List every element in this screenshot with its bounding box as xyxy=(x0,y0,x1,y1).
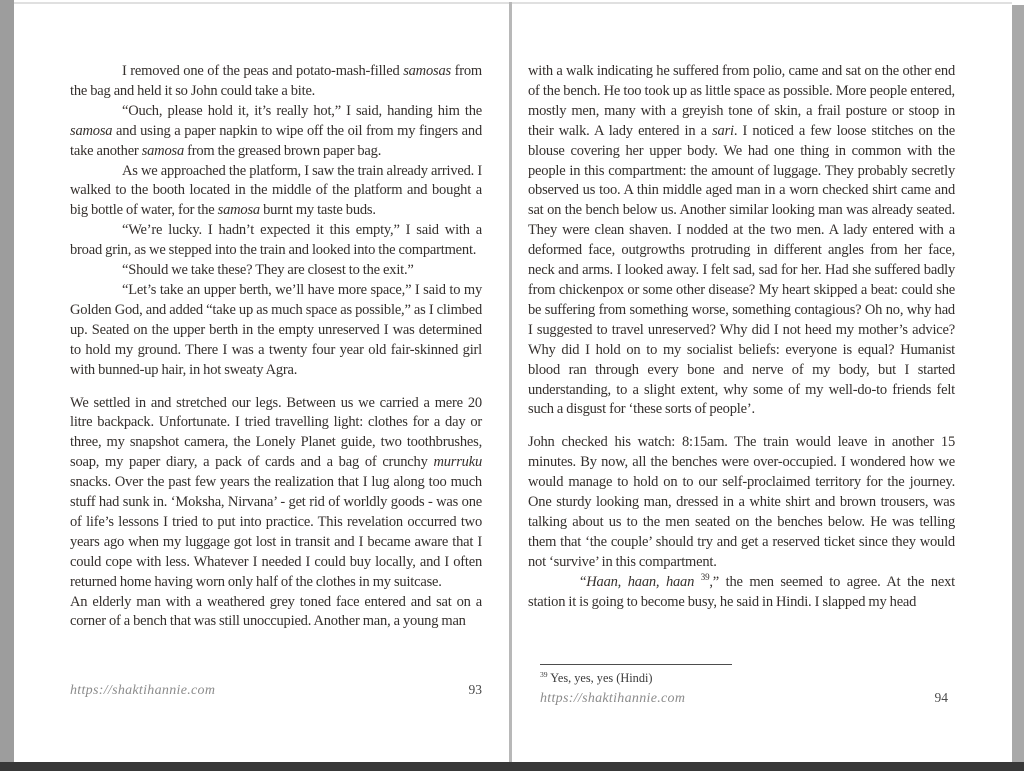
paragraph xyxy=(70,62,482,102)
text-run: and using a paper napkin to wipe off the oil from my fingers and take another xyxy=(70,122,482,159)
page-number: 93 xyxy=(468,682,482,697)
page-left-footer xyxy=(70,682,482,699)
text-run: Haan, haan, haan xyxy=(586,573,695,590)
paragraph xyxy=(70,261,482,281)
footnote-rule xyxy=(540,664,732,665)
text-run: samosa xyxy=(141,142,184,159)
paragraph xyxy=(528,433,955,572)
text-run: . I noticed a few loose stitches on the blouse covering her upper body. We had one thing in common with the people in this compartment: the amount of luggage. They probably secretly observed us too. A thin middle aged man in a worn checked shirt came and sat on the bench below us. Another similar looking man was already seated. They were clean shaven. I nodded at the two men. A lady entered with a deformed face, outgrowths protruding in different angles from her face, neck and arms. I looked away. I felt sad, sad for her. Had she suffered badly from chickenpox or some other disease? My heart skipped a beat: could she be suffering from something worse, something contagious? Oh no, why had I suggested to travel unreserved? Why did I not heed my mother’s advice? Why did I hold on to my socialist beliefs: everyone is equal? Humanist blood ran through every bone and nerve of my body, but I started understanding, to a slight extent, why some of my well-do-to friends felt such a disgust for ‘these sorts of people’. xyxy=(528,122,955,418)
text-run: from the bag and held it so John could take a bite. xyxy=(70,63,482,99)
paragraph xyxy=(528,573,955,613)
page-left-text xyxy=(70,62,482,632)
footnote-text xyxy=(540,671,955,685)
scan-edge-bottom xyxy=(0,762,1024,771)
text-run: burnt my taste buds. xyxy=(259,202,376,219)
text-run xyxy=(694,574,701,590)
text-run: We settled in and stretched our legs. Between us we carried a mere 20 litre backpack. Unfortunate. I tried travelling light: clothes for a day or three, my snapshot camera, the Lonely Planet guide, two toothbrushes, soap, my paper diary, a pack of cards and a bag of crunchy xyxy=(70,394,482,471)
text-run: “ xyxy=(580,573,587,590)
paragraph xyxy=(70,221,482,261)
paragraph xyxy=(70,394,482,593)
page-right-text xyxy=(528,62,955,612)
page-number: 94 xyxy=(934,690,948,705)
text-run: samosa xyxy=(70,122,113,139)
text-run: John checked his watch: 8:15am. The train would leave in another 15 minutes. By now, all the benches were over-occupied. I wondered how we would manage to hold on to our self-proclaimed territory for the journey. One sturdy looking man, dressed in a white shirt and brown trousers, was talking about us to the men seated on the benches below. He was telling them that ‘the couple’ should try and get a reserved ticket since they would not ‘survive’ in this compartment. xyxy=(528,434,955,570)
text-run: murruku xyxy=(433,454,482,471)
page-right-footer xyxy=(540,690,948,707)
text-run: snacks. Over the past few years the realization that I lug along too much stuff had sunk in. ‘Moksha, Nirvana’ - get rid of worldly goods - was one of life’s lessons I tried to put into practice. This revelation occurred two years ago when my luggage got lost in transit and I became aware that I could cope with less. Whatever I needed I could buy locally, and I often returned home having worn only half of the clothes in my suitcase. xyxy=(70,474,482,590)
text-run: Yes, yes, yes (Hindi) xyxy=(547,671,653,685)
text-run: samosas xyxy=(403,63,451,79)
text-run: from the greased brown paper bag. xyxy=(184,142,382,159)
scan-edge-right xyxy=(1012,5,1024,762)
text-run: 39 xyxy=(700,571,710,582)
text-run: I removed one of the peas and potato-mash-filled xyxy=(122,63,404,79)
website-url: https://shaktihannie.com xyxy=(70,683,216,698)
paragraph xyxy=(528,62,955,420)
text-run: sari xyxy=(712,122,734,139)
text-run: ,” the men seemed to agree. At the next station it is going to become busy, he said in Hindi. I slapped my head xyxy=(528,573,955,610)
text-run: “Should we take these? They are closest to the exit.” xyxy=(122,262,414,279)
text-run: 39 xyxy=(540,669,548,679)
scan-edge-top xyxy=(14,2,1012,4)
text-run: with a walk indicating he suffered from polio, came and sat on the other end of the bench. He too took up as little space as possible. More people entered, mostly men, many with a greyish tone of skin, a frail posture or stoop in their walk. A lady entered in a xyxy=(528,63,955,139)
text-run: “We’re lucky. I hadn’t expected it this empty,” I said with a broad grin, as we stepped into the train and looked into the compartment. xyxy=(70,222,482,259)
text-run: samosa xyxy=(217,202,260,219)
text-run: An elderly man with a weathered grey toned face entered and sat on a corner of a bench that was still unoccupied. Another man, a young man xyxy=(70,593,482,630)
text-run: As we approached the platform, I saw the train already arrived. I walked to the booth located in the middle of the platform and bought a big bottle of water, for the xyxy=(70,162,482,219)
paragraph xyxy=(70,593,482,633)
paragraph xyxy=(70,102,482,162)
paragraph xyxy=(70,281,482,381)
website-url: https://shaktihannie.com xyxy=(540,691,686,706)
page-gutter-seam xyxy=(509,2,512,762)
text-run: “Ouch, please hold it, it’s really hot,” I said, handing him the xyxy=(122,102,482,119)
footnote xyxy=(540,664,955,685)
text-run: “Let’s take an upper berth, we’ll have more space,” I said to my Golden God, and added “take up as much space as possible,” as I climbed up. Seated on the upper berth in the empty unreserved I was determined to hold my ground. There I was a twenty four year old fair-skinned girl with bunned-up hair, in hot sweaty Agra. xyxy=(70,281,482,378)
paragraph xyxy=(70,162,482,222)
scan-edge-left xyxy=(0,0,14,771)
